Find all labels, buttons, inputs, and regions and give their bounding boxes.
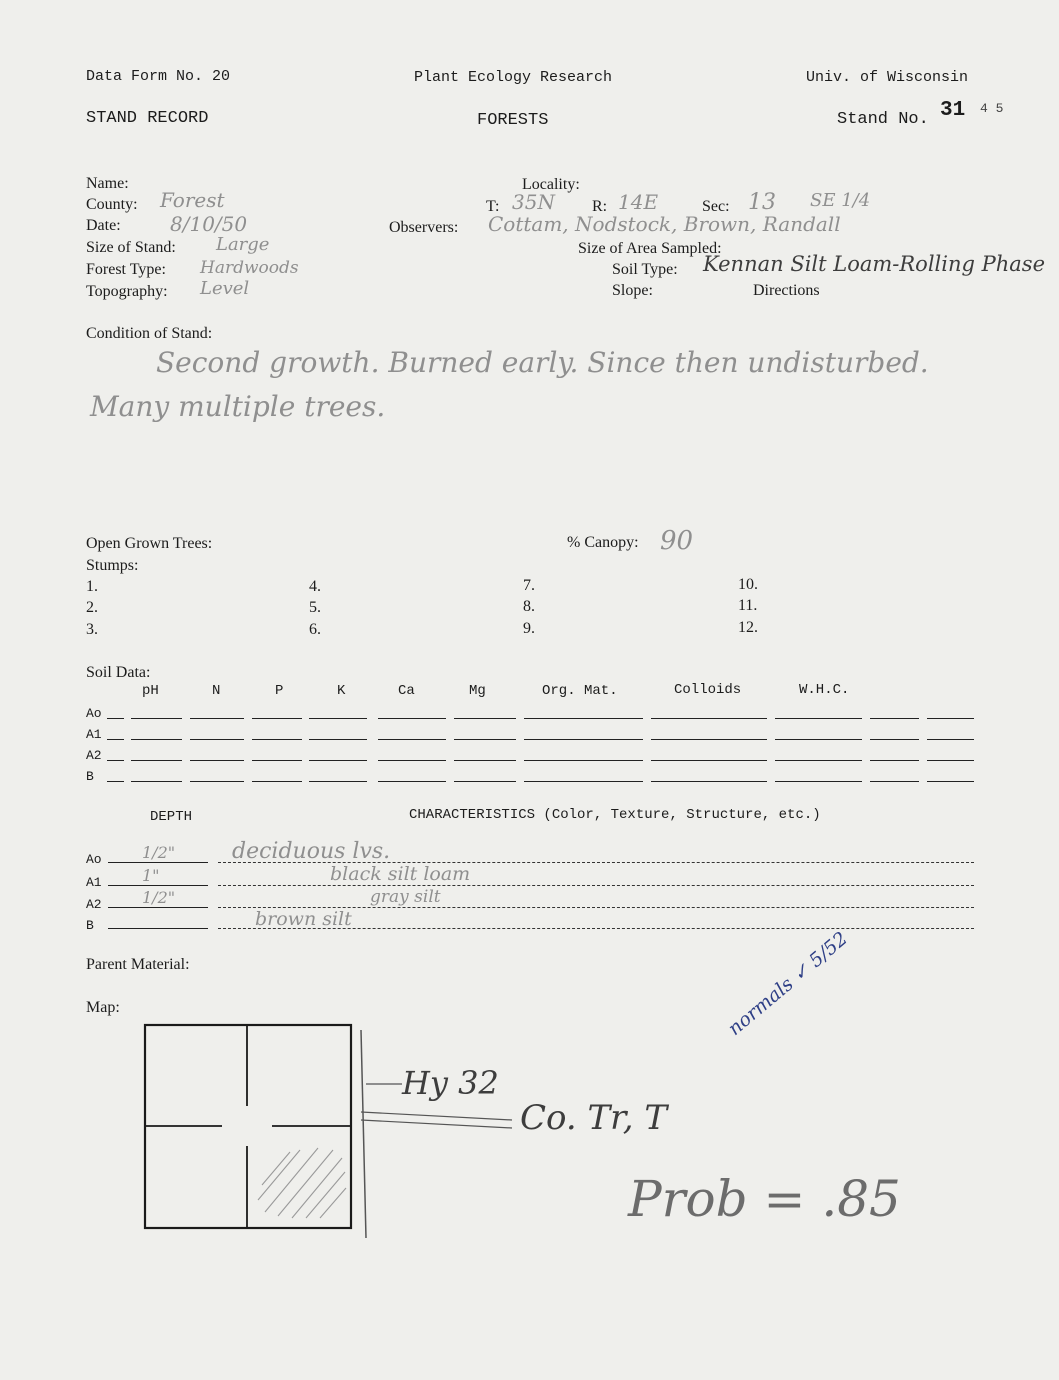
soil-type-label: Soil Type: [612, 261, 678, 278]
depth-a1: 1" [142, 866, 160, 885]
col-mg: Mg [469, 683, 486, 699]
soil-type-value: Kennan Silt Loam-Rolling Phase [703, 252, 1045, 276]
stump-6: 6. [309, 621, 321, 638]
stumps-label: Stumps: [86, 557, 139, 574]
sec-quarter: SE 1/4 [810, 190, 871, 211]
condition-line-2: Many multiple trees. [90, 390, 386, 423]
t-value: 35N [512, 190, 555, 214]
col-k: K [337, 683, 346, 699]
horizon-a2: A2 [86, 897, 102, 912]
directions-label: Directions [753, 282, 820, 299]
forest-type-label: Forest Type: [86, 261, 166, 278]
row-a1: A1 [86, 727, 102, 742]
date-value: 8/10/50 [170, 212, 248, 236]
observers-label: Observers: [389, 219, 459, 236]
depth-ao: 1/2" [142, 843, 176, 862]
topography-label: Topography: [86, 283, 168, 300]
stand-no-value: 31 [940, 99, 966, 122]
stump-3: 3. [86, 621, 98, 638]
stump-12: 12. [738, 619, 758, 636]
date-label: Date: [86, 217, 121, 234]
row-a2: A2 [86, 748, 102, 763]
char-a1: black silt loam [330, 863, 471, 885]
organization: Plant Ecology Research [414, 69, 613, 86]
sec-value: 13 [748, 190, 776, 215]
stand-no-label: Stand No. [837, 110, 929, 129]
characteristics-label: CHARACTERISTICS (Color, Texture, Structure, etc.) [409, 807, 821, 823]
stump-10: 10. [738, 576, 758, 593]
county-label: County: [86, 196, 138, 213]
stump-8: 8. [523, 598, 535, 615]
stump-4: 4. [309, 578, 321, 595]
t-label: T: [486, 198, 500, 215]
stump-9: 9. [523, 620, 535, 637]
open-grown-label: Open Grown Trees: [86, 535, 213, 552]
verified-note: normals ✓ 5/52 [723, 927, 852, 1040]
col-org-mat: Org. Mat. [542, 683, 618, 699]
depth-label: DEPTH [150, 809, 193, 825]
stump-5: 5. [309, 599, 321, 616]
county-value: Forest [160, 188, 225, 212]
area-sampled-label: Size of Area Sampled: [578, 240, 722, 257]
col-ca: Ca [398, 683, 415, 699]
stump-7: 7. [523, 577, 535, 594]
row-b: B [86, 769, 94, 784]
stump-2: 2. [86, 599, 98, 616]
horizon-b: B [86, 918, 94, 933]
col-ph: pH [142, 683, 159, 699]
row-ao: Ao [86, 706, 102, 721]
university: Univ. of Wisconsin [806, 69, 969, 86]
forest-type-value: Hardwoods [200, 258, 299, 278]
road-label: Hy 32 [402, 1064, 499, 1102]
condition-label: Condition of Stand: [86, 325, 213, 342]
col-n: N [212, 683, 221, 699]
horizon-a1: A1 [86, 875, 102, 890]
col-colloids: Colloids [674, 682, 742, 698]
col-p: P [275, 683, 284, 699]
char-b: brown silt [255, 908, 352, 930]
col-whc: W.H.C. [799, 682, 850, 698]
observers-value: Cottam, Nodstock, Brown, Randall [488, 212, 841, 236]
slope-label: Slope: [612, 282, 653, 299]
canopy-value: 90 [660, 526, 694, 556]
parent-material-label: Parent Material: [86, 956, 190, 973]
record-title: STAND RECORD [86, 109, 209, 128]
horizon-ao: Ao [86, 852, 102, 867]
r-value: 14E [618, 190, 659, 214]
sec-label: Sec: [702, 198, 730, 215]
name-label: Name: [86, 175, 129, 192]
topography-value: Level [200, 278, 250, 299]
canopy-label: % Canopy: [567, 534, 639, 551]
condition-line-1: Second growth. Burned early. Since then undisturbed. [156, 346, 929, 379]
form-type: FORESTS [477, 111, 549, 130]
stump-1: 1. [86, 578, 98, 595]
r-label: R: [592, 198, 608, 215]
map-label: Map: [86, 999, 120, 1016]
stump-11: 11. [738, 597, 758, 614]
depth-a2: 1/2" [142, 888, 176, 907]
char-ao: deciduous lvs. [232, 839, 391, 864]
cover-label: Co. Tr, T [520, 1098, 667, 1138]
stand-no-suffix: 4 5 [980, 101, 1004, 116]
char-a2: gray silt [370, 887, 441, 907]
soil-data-label: Soil Data: [86, 664, 151, 681]
locality-label: Locality: [522, 176, 580, 193]
probability: Prob = .85 [628, 1170, 901, 1228]
form-number: Data Form No. 20 [86, 68, 231, 85]
size-value: Large [216, 234, 270, 255]
size-label: Size of Stand: [86, 239, 176, 256]
